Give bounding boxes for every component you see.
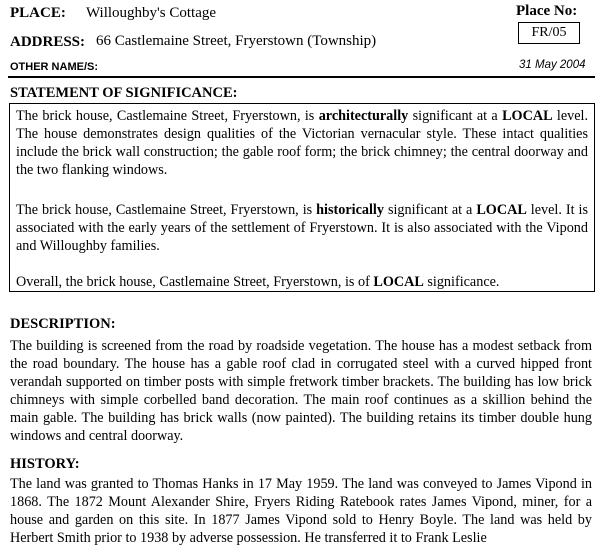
document-date: 31 May 2004 [519,59,586,71]
place-no-label: Place No: [516,3,578,19]
description-text: The building is screened from the road by roadside vegetation. The house has a modest setback from the road boundary. The house has a gable roof clad in corrugated steel with a curved hipped front verandah supported on timber posts with simple fretwork timber brackets. The building has low brick chimneys with simple corbelled band decoration. The main roof continues as a skillion behind the main gable. The building has brick walls (now painted). The building retains its timber double hung windows and central doorway. [10,338,592,444]
significance-box [9,103,595,292]
place-no-value: FR/05 [518,22,580,44]
history-heading: HISTORY: [10,456,80,472]
significance-historical-paragraph: The brick house, Castlemaine Street, Fryerstown, is historically significant at a LOCAL level. It is associated with the early years of the settlement of Fryerstown. It is also associated with the Vipond and Willoughby families. [16,202,588,254]
significance-heading: STATEMENT OF SIGNIFICANCE: [10,85,238,101]
header-divider [8,76,595,78]
address-label: ADDRESS: [10,34,86,50]
other-names-label: OTHER NAME/S: [10,61,98,73]
history-text: The land was granted to Thomas Hanks in 17 May 1959. The land was conveyed to James Vipond in 1868. The 1872 Mount Alexander Shire, Fryers Riding Ratebook rates James Vipond, miner, for a house and garden on this site. In 1877 James Vipond sold to Henry Boyle. The land was held by Herbert Smith prior to 1938 by adverse possession. He transferred it to Frank Leslie [10,476,592,546]
description-heading: DESCRIPTION: [10,316,116,332]
significance-overall-paragraph: Overall, the brick house, Castlemaine Street, Fryerstown, is of LOCAL significance. [16,274,500,290]
place-name: Willoughby's Cottage [86,5,217,21]
significance-architectural-paragraph: The brick house, Castlemaine Street, Fryerstown, is architecturally significant at a LOCAL level. The house demonstrates design qualities of the Victorian vernacular style. These intact qualities include the brick wall construction; the gable roof form; the brick chimney; the central doorway and the two flanking windows. [16,108,588,178]
place-label: PLACE: [10,5,66,21]
address-value: 66 Castlemaine Street, Fryerstown (Township) [96,33,377,49]
